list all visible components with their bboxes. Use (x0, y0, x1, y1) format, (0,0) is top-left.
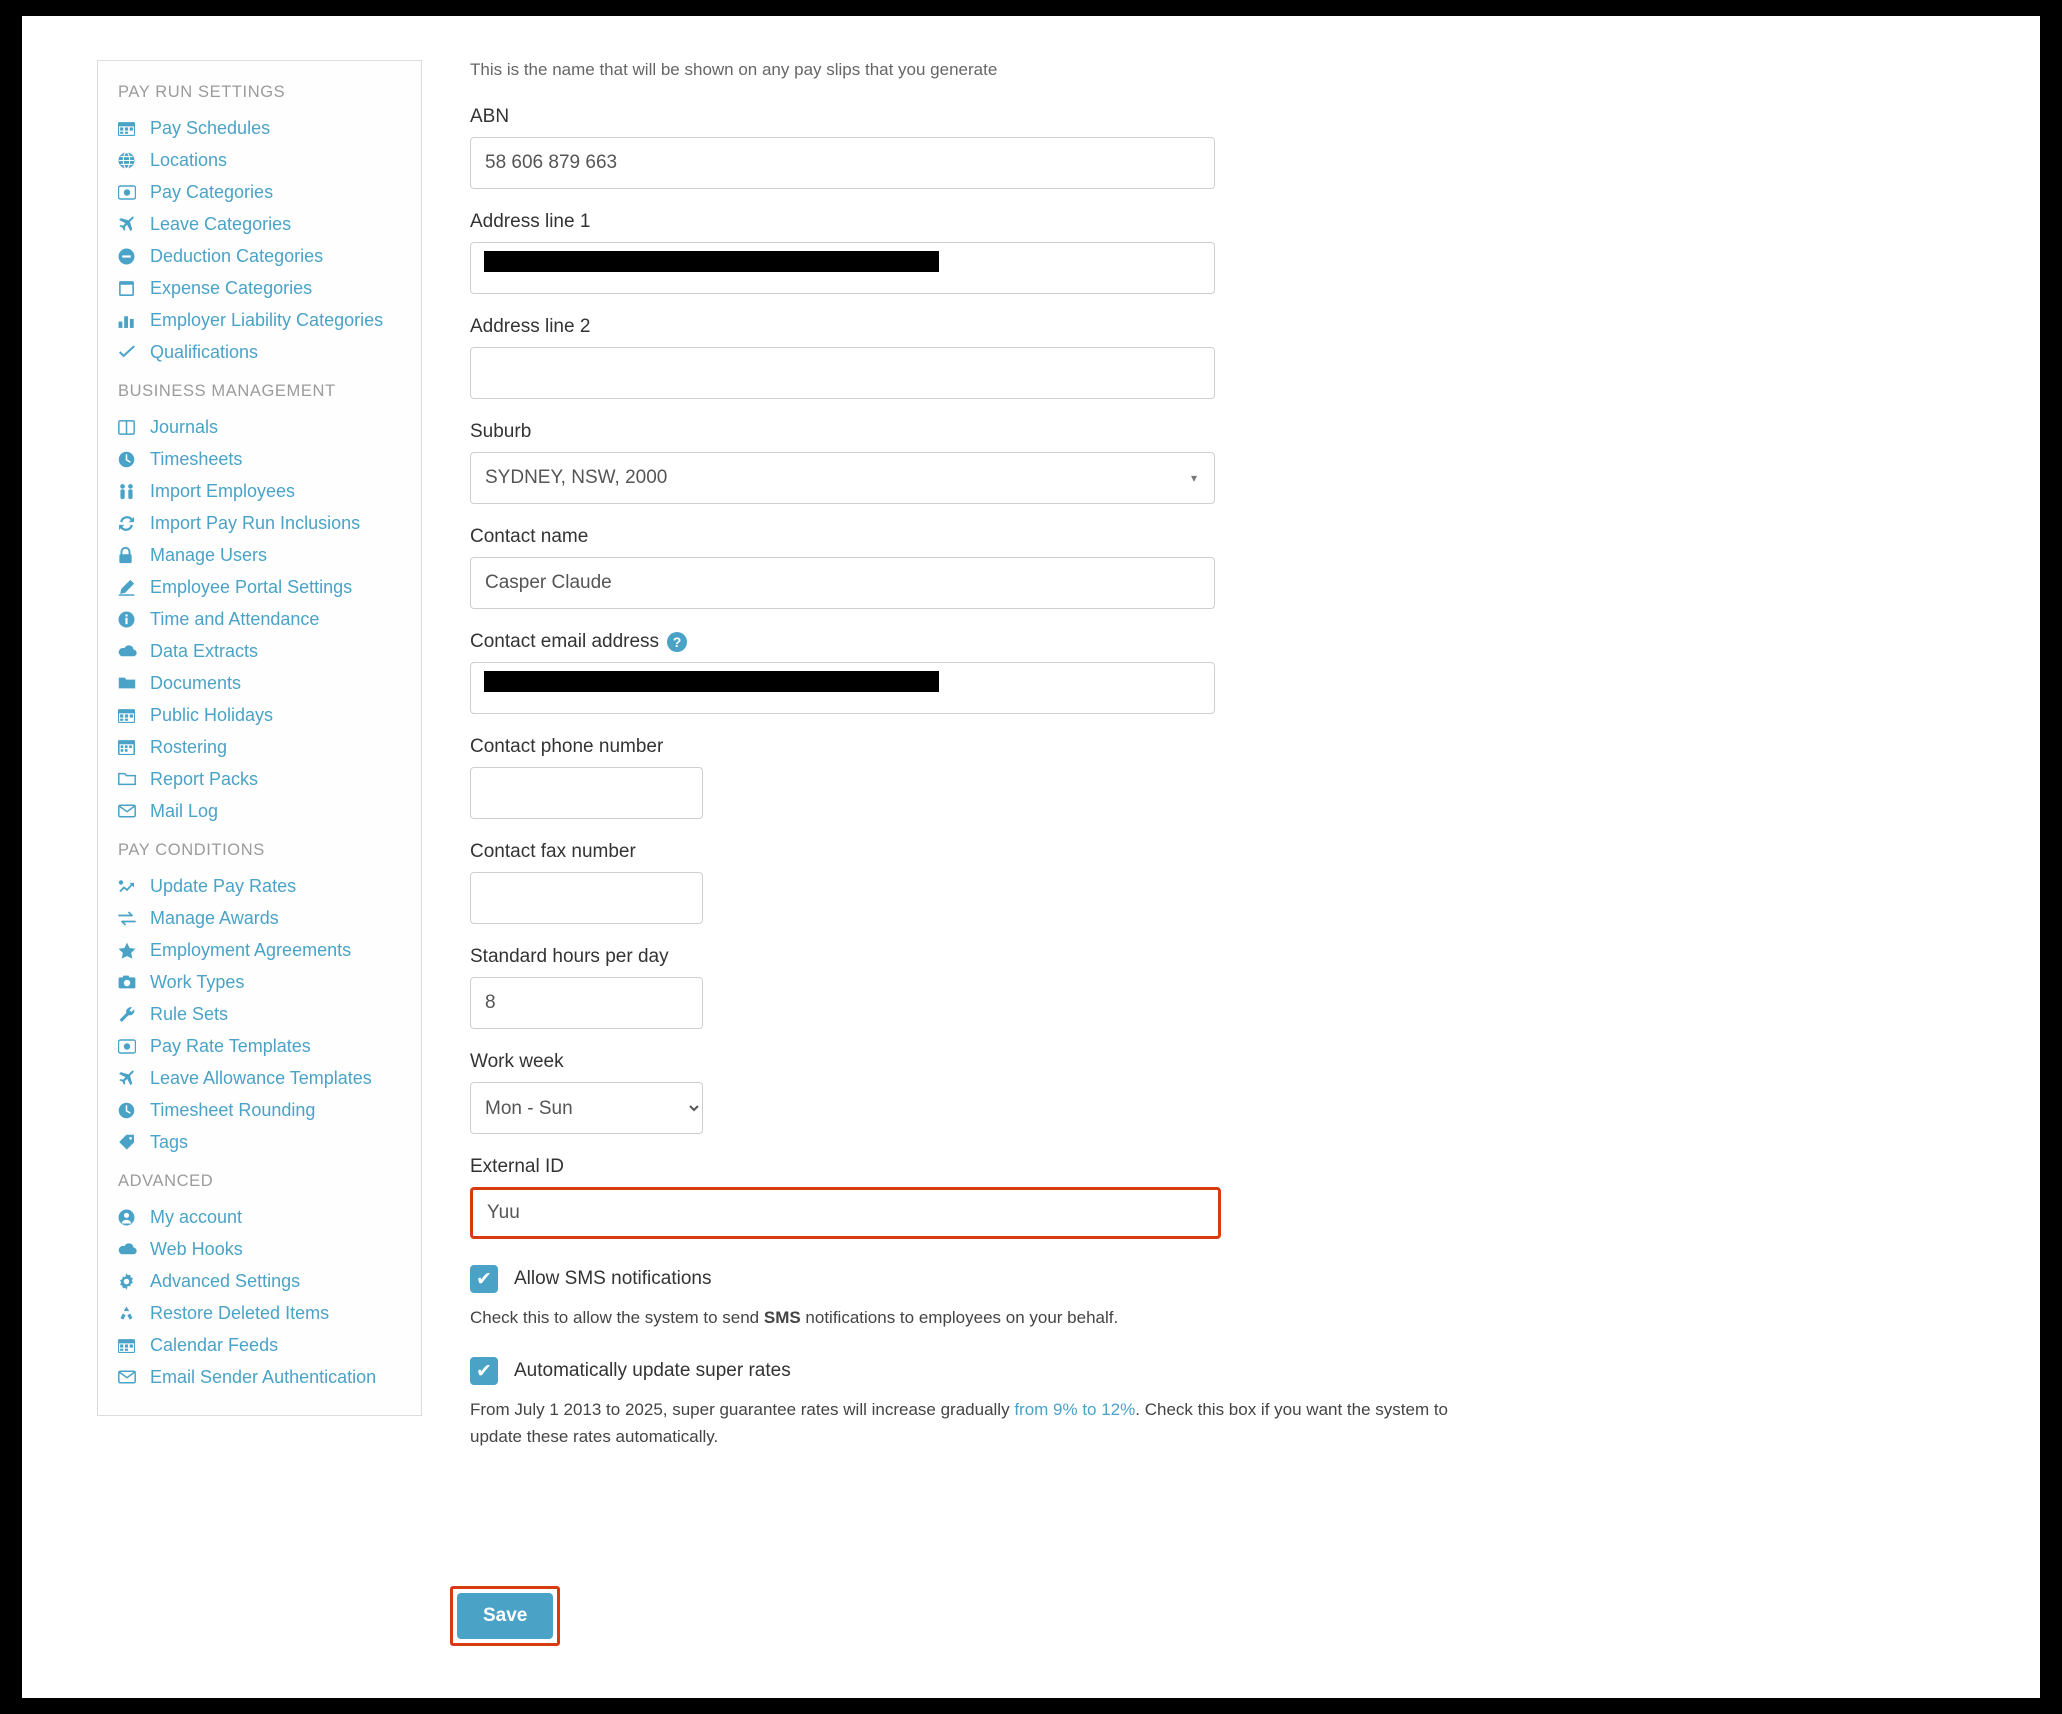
allow-sms-label: Allow SMS notifications (514, 1268, 712, 1289)
sidebar-item-label: Pay Rate Templates (150, 1035, 311, 1056)
sidebar-item-restore-deleted-items[interactable] (98, 1297, 421, 1329)
abn-input[interactable] (470, 137, 1215, 189)
sidebar-group-title: ADVANCED (118, 1172, 214, 1190)
cloud-icon (118, 643, 144, 659)
sidebar-item-my-account[interactable] (98, 1201, 421, 1233)
money-icon (118, 1038, 144, 1055)
field-external-id (470, 1156, 1570, 1239)
sidebar-item-rostering[interactable] (98, 731, 421, 763)
auto-super-checkbox[interactable]: ✔ (470, 1357, 498, 1385)
sidebar-item-report-packs[interactable] (98, 763, 421, 795)
sidebar-item-label: Journals (150, 416, 219, 437)
external-id-label: External ID (470, 1156, 564, 1177)
standard-hours-label: Standard hours per day (470, 946, 669, 967)
sidebar-item-pay-categories[interactable] (98, 176, 421, 208)
camera-icon (118, 974, 144, 990)
clock-icon (118, 1102, 144, 1119)
super-note (470, 1397, 1480, 1450)
rate-up-icon (118, 878, 144, 895)
field-suburb (470, 421, 1570, 504)
business-details-form (470, 60, 1570, 1456)
sidebar-item-leave-allowance-templates[interactable] (98, 1062, 421, 1094)
sms-note-before: Check this to allow the system to send (470, 1308, 764, 1327)
sidebar-item-label: Timesheet Rounding (150, 1099, 316, 1120)
sidebar-item-employee-portal-settings[interactable] (98, 571, 421, 603)
sidebar-item-label: Manage Awards (150, 907, 279, 928)
sidebar-item-label: Advanced Settings (150, 1270, 301, 1291)
redaction-bar-email (484, 671, 939, 692)
chevron-down-icon: ▾ (1190, 471, 1197, 485)
contact-fax-label: Contact fax number (470, 841, 636, 862)
sms-note (470, 1305, 1480, 1331)
folder-icon (118, 675, 144, 691)
sidebar-item-label: Import Employees (150, 480, 296, 501)
field-contact-name (470, 526, 1570, 609)
sidebar-group-title: BUSINESS MANAGEMENT (118, 382, 336, 400)
sidebar-group-title: PAY RUN SETTINGS (118, 83, 286, 101)
sidebar-item-label: Restore Deleted Items (150, 1302, 330, 1323)
refresh-icon (118, 515, 144, 532)
sidebar-item-label: Work Types (150, 971, 245, 992)
field-contact-email (470, 631, 1570, 714)
work-week-select[interactable] (470, 1082, 703, 1134)
auto-super-rates-row (470, 1357, 1570, 1385)
wrench-icon (118, 1006, 144, 1023)
sidebar-item-locations[interactable] (98, 144, 421, 176)
sidebar-item-label: Deduction Categories (150, 245, 324, 266)
contact-phone-input[interactable] (470, 767, 703, 819)
pen-icon (118, 579, 144, 596)
sms-notifications-row (470, 1265, 1570, 1293)
minus-circle-icon (118, 248, 144, 265)
money-icon (118, 184, 144, 201)
sidebar-group-title: PAY CONDITIONS (118, 841, 265, 859)
calendar-icon (118, 707, 144, 724)
sidebar-item-label: Locations (150, 149, 228, 170)
address-line-1-label: Address line 1 (470, 211, 591, 232)
field-address-line-2 (470, 316, 1570, 399)
info-badge-icon (118, 611, 144, 628)
work-week-label: Work week (470, 1051, 564, 1072)
sms-note-after: notifications to employees on your behalf. (800, 1308, 1119, 1327)
sidebar-item-import-pay-run-inclusions[interactable] (98, 507, 421, 539)
sidebar-item-leave-categories[interactable] (98, 208, 421, 240)
calendar-icon (118, 120, 144, 137)
super-note-part1: From July 1 2013 to 2025, super guarantee rates will increase gradually (470, 1400, 1015, 1420)
calendar-icon (118, 1337, 144, 1354)
sidebar-item-calendar-feeds[interactable] (98, 1329, 421, 1361)
sidebar-item-label: Pay Categories (150, 181, 274, 202)
contact-email-label (470, 631, 1570, 653)
sidebar-item-journals[interactable] (98, 411, 421, 443)
sidebar-item-label: Pay Schedules (150, 117, 271, 138)
sidebar-item-label: Calendar Feeds (150, 1334, 279, 1355)
save-button[interactable]: Save (457, 1593, 553, 1639)
sidebar-item-pay-rate-templates[interactable] (98, 1030, 421, 1062)
sidebar-item-work-types[interactable] (98, 966, 421, 998)
sidebar-item-label: Tags (150, 1131, 189, 1152)
field-contact-phone (470, 736, 1570, 819)
sidebar-item-timesheet-rounding[interactable] (98, 1094, 421, 1126)
globe-icon (118, 152, 144, 169)
abn-label: ABN (470, 106, 510, 127)
field-standard-hours (470, 946, 1570, 1029)
user-circle-icon (118, 1209, 144, 1226)
field-address-line-1 (470, 211, 1570, 294)
sidebar-item-label: Leave Categories (150, 213, 292, 234)
recycle-icon (118, 1305, 144, 1322)
sidebar-item-label: Qualifications (150, 341, 259, 362)
sidebar-item-timesheets[interactable] (98, 443, 421, 475)
field-work-week (470, 1051, 1570, 1134)
redaction-bar-address (484, 251, 939, 272)
sidebar-item-label: Report Packs (150, 768, 259, 789)
sidebar-item-data-extracts[interactable] (98, 635, 421, 667)
contact-phone-label: Contact phone number (470, 736, 664, 757)
clock-icon (118, 451, 144, 468)
sidebar-item-label: Leave Allowance Templates (150, 1067, 372, 1088)
contact-name-label: Contact name (470, 526, 589, 547)
field-contact-fax (470, 841, 1570, 924)
sidebar-item-label: Data Extracts (150, 640, 259, 661)
sidebar-item-qualifications[interactable] (98, 336, 421, 368)
address-line-2-input[interactable] (470, 347, 1215, 399)
sms-note-bold: SMS (763, 1308, 801, 1327)
sidebar-item-label: Rule Sets (150, 1003, 229, 1024)
check-icon (118, 344, 144, 361)
cloud-icon (118, 1241, 144, 1257)
sidebar-item-label: Import Pay Run Inclusions (150, 512, 361, 533)
sidebar-item-label: Rostering (150, 736, 228, 757)
sidebar-item-update-pay-rates[interactable] (98, 870, 421, 902)
standard-hours-input[interactable] (470, 977, 703, 1029)
sidebar-item-manage-awards[interactable] (98, 902, 421, 934)
sidebar-item-label: Time and Attendance (150, 608, 320, 629)
sidebar-item-label: Public Holidays (150, 704, 274, 725)
sidebar-item-label: Employment Agreements (150, 939, 352, 960)
sidebar-item-advanced-settings[interactable] (98, 1265, 421, 1297)
suburb-label: Suburb (470, 421, 532, 442)
book-icon (118, 280, 144, 297)
auto-super-label: Automatically update super rates (514, 1360, 791, 1382)
sidebar-item-label: Employer Liability Categories (150, 309, 384, 330)
allow-sms-checkbox[interactable]: ✔ (470, 1265, 498, 1293)
sidebar-item-email-sender-authentication[interactable] (98, 1361, 421, 1393)
sidebar-item-label: Update Pay Rates (150, 875, 297, 896)
sidebar-item-label: Manage Users (150, 544, 268, 565)
sidebar-item-import-employees[interactable] (98, 475, 421, 507)
field-abn (470, 106, 1570, 189)
sidebar-item-public-holidays[interactable] (98, 699, 421, 731)
lock-icon (118, 547, 144, 564)
folder-open-icon (118, 771, 144, 787)
sidebar-item-label: Mail Log (150, 800, 219, 821)
sidebar-item-manage-users[interactable] (98, 539, 421, 571)
sidebar-item-employment-agreements[interactable] (98, 934, 421, 966)
envelope-icon (118, 803, 144, 819)
sidebar-item-label: Web Hooks (150, 1238, 243, 1259)
contact-fax-input[interactable] (470, 872, 703, 924)
sidebar-item-rule-sets[interactable] (98, 998, 421, 1030)
sidebar-item-mail-log[interactable] (98, 795, 421, 827)
sidebar-item-documents[interactable] (98, 667, 421, 699)
sidebar-item-label: Email Sender Authentication (150, 1366, 377, 1387)
envelope-icon (118, 1369, 144, 1385)
sidebar-item-time-and-attendance[interactable] (98, 603, 421, 635)
gear-icon (118, 1273, 144, 1290)
plane-icon (118, 1070, 144, 1087)
sidebar-item-tags[interactable] (98, 1126, 421, 1158)
contact-email-label-text: Contact email address (470, 631, 660, 652)
super-rate-link[interactable]: from 9% to 12% (1014, 1400, 1136, 1420)
help-icon[interactable]: ? (667, 632, 687, 652)
exchange-icon (118, 910, 144, 927)
columns-icon (118, 419, 144, 436)
pay-slip-name-helper-text: This is the name that will be shown on any pay slips that you generate (470, 60, 998, 79)
people-icon (118, 483, 144, 500)
plane-icon (118, 216, 144, 233)
sidebar-item-expense-categories[interactable] (98, 272, 421, 304)
sidebar-item-label: Documents (150, 672, 242, 693)
bar-chart-icon (118, 312, 144, 329)
star-icon (118, 942, 144, 959)
sidebar-item-deduction-categories[interactable] (98, 240, 421, 272)
sidebar-item-label: Expense Categories (150, 277, 313, 298)
sidebar-item-label: Employee Portal Settings (150, 576, 353, 597)
settings-sidebar (97, 60, 422, 1416)
calendar-grid-icon (118, 739, 144, 756)
address-line-2-label: Address line 2 (470, 316, 591, 337)
super-note-part2: . Check this box if you want the system to update these rates automatically. (470, 1400, 1449, 1446)
contact-name-input[interactable] (470, 557, 1215, 609)
sidebar-item-label: Timesheets (150, 448, 243, 469)
sidebar-item-pay-schedules[interactable] (98, 112, 421, 144)
sidebar-item-web-hooks[interactable] (98, 1233, 421, 1265)
suburb-input[interactable] (470, 452, 1215, 504)
external-id-input[interactable] (470, 1187, 1221, 1239)
save-button-highlight (450, 1586, 560, 1646)
sidebar-item-employer-liability-categories[interactable] (98, 304, 421, 336)
tag-icon (118, 1134, 144, 1150)
sidebar-item-label: My account (150, 1206, 243, 1227)
app-page (22, 16, 2040, 1698)
